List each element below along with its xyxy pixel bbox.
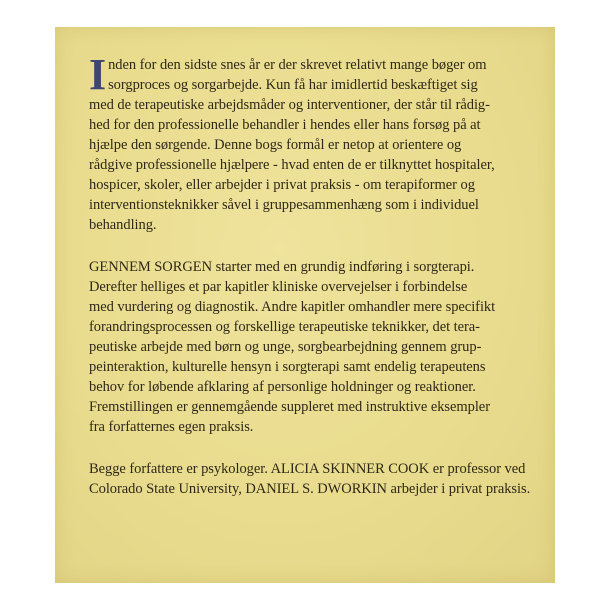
book-back-cover xyxy=(55,27,555,583)
paragraph-authors: Begge forfattere er psykologer. ALICIA SKINNER COOK er professor ved Colorado State University, DANIEL S. DWORKIN arbejder i privat praksis. xyxy=(89,461,531,497)
blurb-text xyxy=(89,50,545,499)
drop-cap: I xyxy=(89,50,107,99)
paragraph-intro xyxy=(89,50,545,235)
paragraph-intro-text: nden for den sidste snes år er der skrevet relativt mange bøger om sorgproces og sorgarbejde. Kun få har imidlertid beskæftiget sig med de terapeutiske arbejdsmåder og interventioner, der står til rådig- hed for den professionelle behandler i hendes eller hans forsøg på at hjælpe den sørgende. Denne bogs formål er netop at orientere og rådgive professionelle hjælpere - hvad enten de er tilknyttet hospitaler, hospicer, skoler, eller arbejder i privat praksis - om terapiformer og interventionsteknikker såvel i gruppesammenhæng som i individuel behandling. xyxy=(89,57,495,233)
paragraph-contents: GENNEM SORGEN starter med en grundig indføring i sorgterapi. Derefter helliges et par kapitler kliniske overvejelser i forbindelse med vurdering og diagnostik. Andre kapitler omhandler mere specifikt forandringsprocessen og forskellige terapeutiske teknikker, det tera- peutiske arbejde med børn og unge, sorgbearbejdning gennem grup- peinteraktion, kulturelle hensyn i sorgterapi samt endelig terapeutens behov for løbende afklaring af personlige holdninger og reaktioner. Fremstillingen er gennemgående suppleret med instruktive eksempler fra forfatternes egen praksis. xyxy=(89,259,496,435)
